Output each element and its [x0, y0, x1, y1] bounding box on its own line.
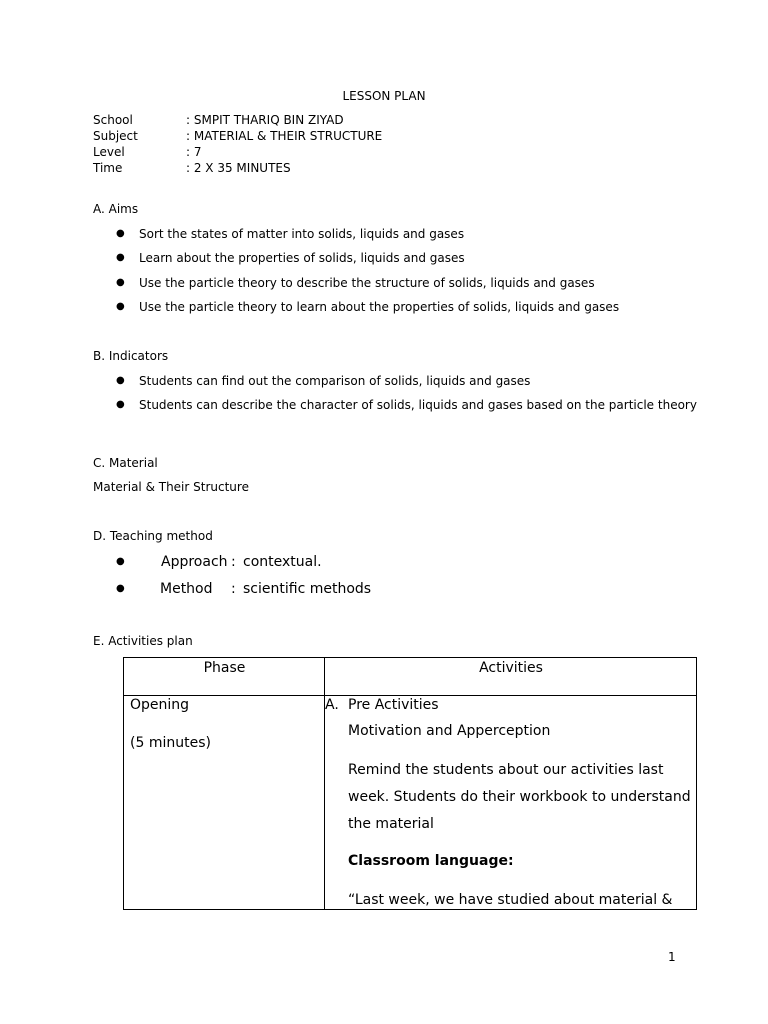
- phase-name: Opening: [130, 697, 190, 713]
- aim-item: Sort the states of matter into solids, liquids and gases: [139, 227, 465, 241]
- info-value: : 7: [186, 145, 202, 159]
- method-label: Approach: [161, 554, 228, 570]
- activities-heading: E. Activities plan: [93, 634, 193, 648]
- document-title: LESSON PLAN: [342, 89, 426, 103]
- info-label: Level: [93, 145, 125, 159]
- classroom-language-label: Classroom language:: [348, 853, 514, 869]
- method-separator: :: [231, 581, 236, 597]
- aim-item: Use the particle theory to learn about the properties of solids, liquids and gases: [139, 300, 620, 314]
- phase-duration: (5 minutes): [130, 735, 211, 751]
- info-value: : 2 X 35 MINUTES: [186, 161, 291, 175]
- info-label: School: [93, 113, 133, 127]
- bullet-icon: ●: [116, 277, 125, 288]
- info-value: : SMPIT THARIQ BIN ZIYAD: [186, 113, 344, 127]
- bullet-icon: ●: [116, 399, 125, 410]
- indicator-item: Students can describe the character of solids, liquids and gases based on the particle theory: [139, 398, 697, 412]
- bullet-icon: ●: [116, 252, 125, 263]
- info-label: Subject: [93, 129, 138, 143]
- page-number: 1: [668, 950, 676, 964]
- method-label: Method: [160, 581, 213, 597]
- activity-subtitle: Motivation and Apperception: [348, 723, 551, 739]
- activities-cell: [325, 696, 697, 910]
- list-marker: A.: [325, 697, 339, 713]
- aims-heading: A. Aims: [93, 202, 139, 216]
- material-text: Material & Their Structure: [93, 480, 249, 494]
- material-heading: C. Material: [93, 456, 158, 470]
- method-separator: :: [231, 554, 236, 570]
- aim-item: Learn about the properties of solids, liquids and gases: [139, 251, 465, 265]
- activity-title: Pre Activities: [348, 697, 439, 713]
- table-header-cell: [325, 658, 697, 696]
- aim-item: Use the particle theory to describe the structure of solids, liquids and gases: [139, 276, 595, 290]
- table-header-row: [124, 658, 697, 696]
- bullet-icon: ●: [116, 228, 125, 239]
- activity-paragraph-line: Remind the students about our activities last: [348, 762, 664, 778]
- method-value: scientific methods: [243, 581, 372, 597]
- indicator-item: Students can find out the comparison of solids, liquids and gases: [139, 374, 531, 388]
- info-value: : MATERIAL & THEIR STRUCTURE: [186, 129, 383, 143]
- activities-header: Activities: [479, 660, 543, 676]
- activities-table: [123, 657, 697, 910]
- phase-header: Phase: [203, 660, 246, 676]
- info-label: Time: [93, 161, 123, 175]
- table-header-cell: [124, 658, 325, 696]
- phase-cell: [124, 696, 325, 910]
- activity-paragraph-line: the material: [348, 816, 434, 832]
- indicators-heading: B. Indicators: [93, 349, 169, 363]
- bullet-icon: ●: [116, 301, 125, 312]
- bullet-icon: ●: [116, 583, 125, 594]
- activity-paragraph-line: week. Students do their workbook to understand: [348, 789, 691, 805]
- bullet-icon: ●: [116, 556, 125, 567]
- table-row: [124, 696, 697, 910]
- classroom-language-quote: “Last week, we have studied about material &: [348, 892, 673, 908]
- bullet-icon: ●: [116, 375, 125, 386]
- method-value: contextual.: [243, 554, 322, 570]
- teaching-method-heading: D. Teaching method: [93, 529, 213, 543]
